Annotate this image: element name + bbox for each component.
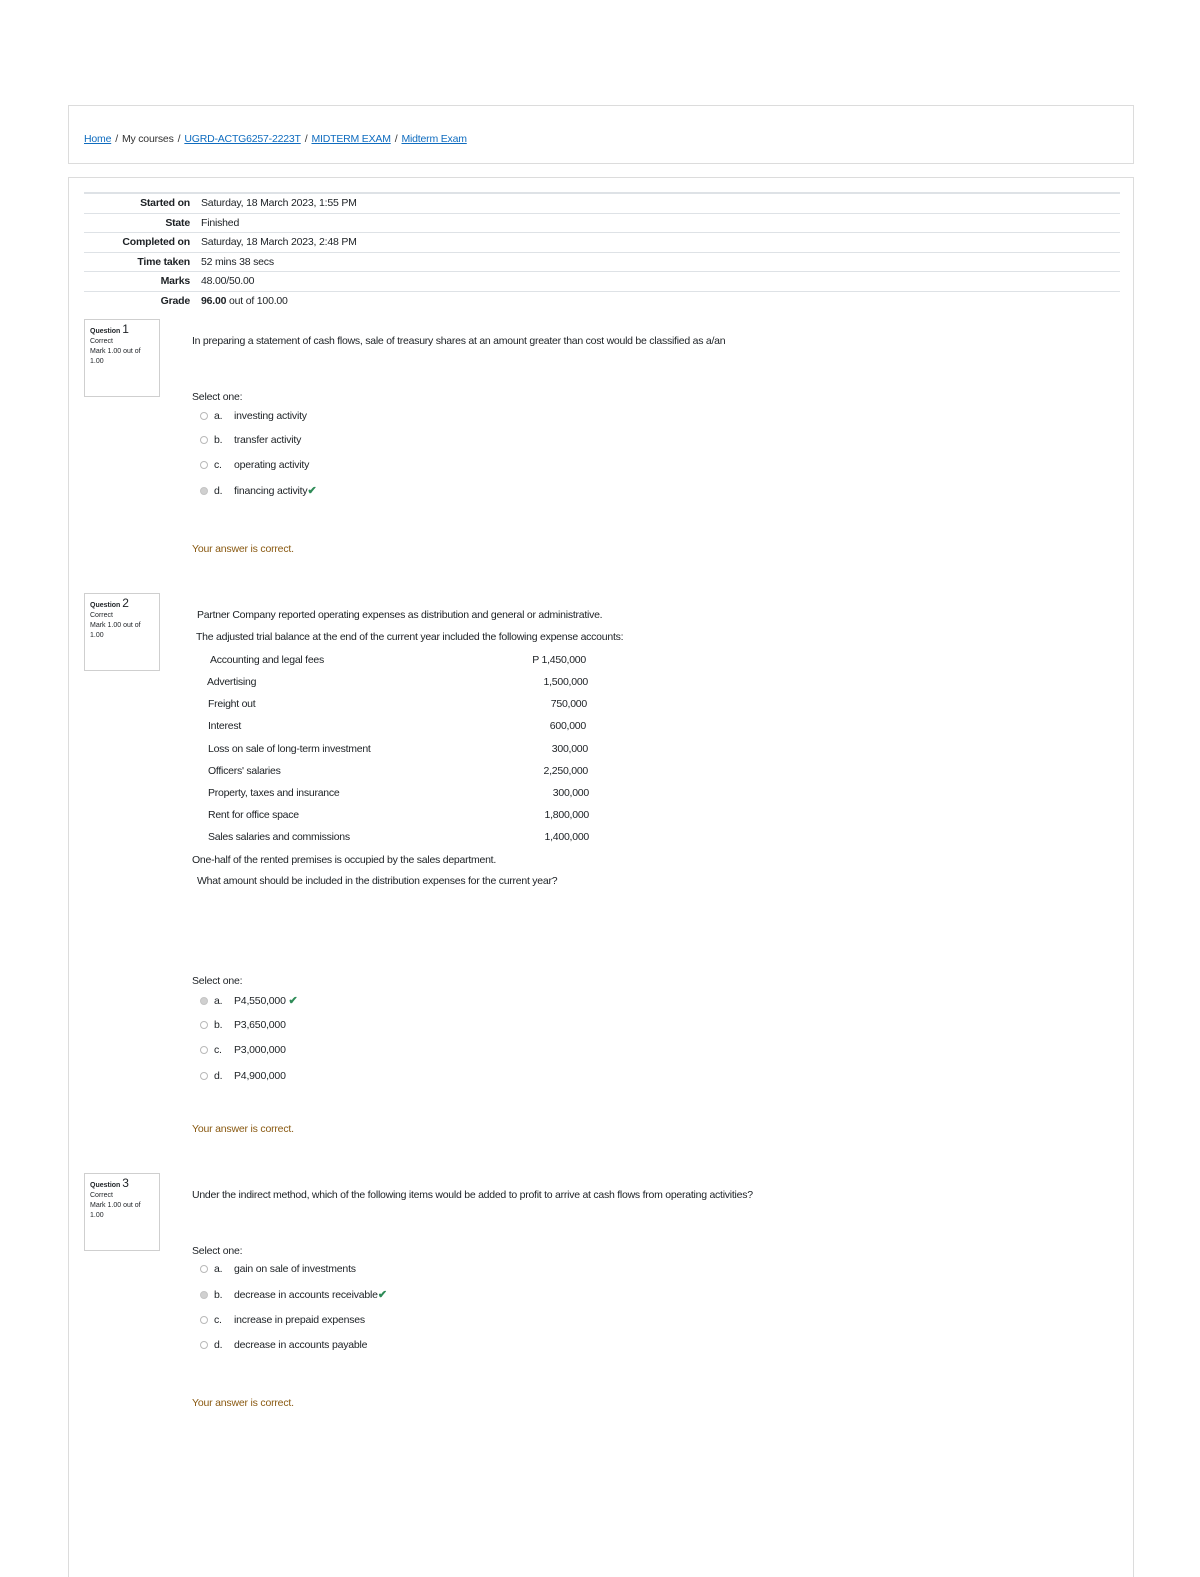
radio-button[interactable] bbox=[200, 412, 208, 420]
expense-name: Accounting and legal fees bbox=[210, 654, 325, 666]
radio-button[interactable] bbox=[200, 1265, 208, 1273]
question-word: Question bbox=[90, 1182, 121, 1189]
correct-check-icon: ✔ bbox=[377, 1289, 387, 1301]
expense-name: Interest bbox=[208, 720, 242, 732]
grade-total: out of 100.00 bbox=[226, 294, 288, 307]
answer-option[interactable] bbox=[200, 434, 301, 450]
summary-value: Saturday, 18 March 2023, 1:55 PM bbox=[201, 197, 357, 209]
question-note: One-half of the rented premises is occupied by the sales department. bbox=[192, 854, 497, 866]
question-number-value: 1 bbox=[122, 322, 129, 336]
expense-row bbox=[208, 743, 588, 759]
option-letter: d. bbox=[214, 485, 223, 497]
radio-button[interactable] bbox=[200, 1021, 208, 1029]
question-status: Correct bbox=[90, 338, 113, 345]
breadcrumb bbox=[84, 133, 467, 145]
breadcrumb-my-courses[interactable]: My courses bbox=[121, 133, 174, 145]
breadcrumb-section-link[interactable]: MIDTERM EXAM bbox=[311, 133, 391, 145]
answer-option-selected[interactable] bbox=[200, 1288, 387, 1304]
question-number bbox=[90, 324, 154, 337]
radio-button[interactable] bbox=[200, 1316, 208, 1324]
option-letter: b. bbox=[214, 1019, 223, 1031]
expense-name: Officers' salaries bbox=[208, 765, 281, 777]
answer-option[interactable] bbox=[200, 1339, 367, 1355]
question-status: Correct bbox=[90, 1192, 113, 1199]
select-one-label: Select one: bbox=[192, 975, 243, 987]
radio-button[interactable] bbox=[200, 436, 208, 444]
correct-check-icon: ✔ bbox=[288, 995, 298, 1007]
option-letter: a. bbox=[214, 410, 223, 422]
expense-row bbox=[207, 676, 588, 692]
expense-amount: 750,000 bbox=[550, 698, 587, 710]
option-letter: c. bbox=[214, 1044, 222, 1056]
option-letter: d. bbox=[214, 1070, 223, 1082]
option-text: P4,550,000 bbox=[234, 995, 286, 1007]
question-info-3 bbox=[84, 1173, 160, 1251]
question-text: Under the indirect method, which of the following items would be added to profit to arrive at cash flows from operating activities? bbox=[192, 1189, 753, 1201]
breadcrumb-quiz-link[interactable]: Midterm Exam bbox=[401, 133, 467, 145]
question-word: Question bbox=[90, 328, 121, 335]
answer-option[interactable] bbox=[200, 1263, 356, 1279]
grade-value: 96.00 bbox=[201, 294, 227, 307]
question-word: Question bbox=[90, 602, 121, 609]
answer-option[interactable] bbox=[200, 1044, 286, 1060]
select-one-label: Select one: bbox=[192, 391, 243, 403]
expense-name: Rent for office space bbox=[208, 809, 299, 821]
option-text: investing activity bbox=[234, 410, 307, 422]
expense-amount: 2,250,000 bbox=[543, 765, 588, 777]
radio-button[interactable] bbox=[200, 1072, 208, 1080]
expense-amount: P 1,450,000 bbox=[532, 654, 586, 666]
expense-amount: 1,800,000 bbox=[544, 809, 589, 821]
correct-check-icon: ✔ bbox=[307, 485, 317, 497]
option-text: increase in prepaid expenses bbox=[234, 1314, 365, 1326]
summary-value bbox=[201, 295, 288, 307]
summary-label: Completed on bbox=[122, 236, 190, 249]
breadcrumb-separator: / bbox=[177, 133, 181, 145]
question-status: Correct bbox=[90, 612, 113, 619]
summary-row-completed-on bbox=[84, 232, 1120, 252]
answer-feedback: Your answer is correct. bbox=[192, 1123, 294, 1135]
breadcrumb-separator: / bbox=[304, 133, 308, 145]
expense-amount: 1,400,000 bbox=[544, 831, 589, 843]
question-number bbox=[90, 1178, 154, 1191]
expense-row bbox=[208, 787, 589, 803]
summary-row-marks bbox=[84, 271, 1120, 291]
expense-name: Property, taxes and insurance bbox=[208, 787, 340, 799]
question-text: In preparing a statement of cash flows, sale of treasury shares at an amount greater than cost would be classified as a/an bbox=[192, 335, 726, 347]
question-text: What amount should be included in the distribution expenses for the current year? bbox=[197, 875, 558, 887]
breadcrumb-separator: / bbox=[115, 133, 118, 145]
select-one-label: Select one: bbox=[192, 1245, 243, 1257]
summary-value: Finished bbox=[201, 216, 240, 229]
summary-label: Time taken bbox=[137, 255, 190, 268]
answer-option[interactable] bbox=[200, 459, 309, 475]
quiz-review-region bbox=[68, 177, 1134, 1577]
option-text: decrease in accounts payable bbox=[234, 1339, 368, 1351]
radio-button-checked[interactable] bbox=[200, 997, 208, 1005]
answer-option[interactable] bbox=[200, 1019, 286, 1035]
expense-row bbox=[208, 698, 587, 714]
expense-amount: 1,500,000 bbox=[543, 676, 588, 688]
answer-feedback: Your answer is correct. bbox=[192, 1397, 294, 1409]
radio-button-checked[interactable] bbox=[200, 1291, 208, 1299]
summary-value: 52 mins 38 secs bbox=[201, 255, 274, 268]
summary-row-time-taken bbox=[84, 252, 1120, 272]
expense-row bbox=[210, 654, 586, 670]
question-info-1 bbox=[84, 319, 160, 397]
summary-value: 48.00/50.00 bbox=[201, 275, 255, 288]
option-letter: c. bbox=[214, 459, 222, 471]
question-intro: The adjusted trial balance at the end of the current year included the following expense accounts: bbox=[196, 631, 624, 643]
option-text: P3,650,000 bbox=[234, 1019, 286, 1031]
answer-feedback: Your answer is correct. bbox=[192, 543, 294, 555]
radio-button[interactable] bbox=[200, 1341, 208, 1349]
option-text: financing activity bbox=[234, 485, 308, 497]
option-text: operating activity bbox=[234, 459, 310, 471]
answer-option[interactable] bbox=[200, 1314, 365, 1330]
expense-name: Freight out bbox=[208, 698, 256, 710]
breadcrumb-container bbox=[68, 105, 1134, 164]
option-letter: a. bbox=[214, 1263, 223, 1275]
question-number-value: 3 bbox=[122, 1176, 129, 1190]
question-mark: Mark 1.00 out of 1.00 bbox=[90, 1202, 141, 1219]
summary-row-state bbox=[84, 213, 1120, 233]
breadcrumb-home-link[interactable]: Home bbox=[84, 133, 112, 145]
expense-row bbox=[208, 720, 586, 736]
expense-name: Sales salaries and commissions bbox=[208, 831, 350, 843]
option-text: P3,000,000 bbox=[234, 1044, 286, 1056]
summary-row-grade bbox=[84, 291, 1120, 311]
expense-amount: 600,000 bbox=[549, 720, 586, 732]
expense-amount: 300,000 bbox=[552, 787, 589, 799]
option-letter: b. bbox=[214, 434, 223, 446]
expense-name: Loss on sale of long-term investment bbox=[208, 743, 371, 755]
question-intro: Partner Company reported operating expenses as distribution and general or administrative. bbox=[197, 609, 603, 621]
summary-value: Saturday, 18 March 2023, 2:48 PM bbox=[201, 236, 357, 249]
answer-option[interactable] bbox=[200, 410, 307, 426]
expense-row bbox=[208, 831, 589, 847]
radio-button[interactable] bbox=[200, 1046, 208, 1054]
breadcrumb-course-link[interactable]: UGRD-ACTG6257-2223T bbox=[184, 133, 301, 145]
question-mark: Mark 1.00 out of 1.00 bbox=[90, 622, 141, 639]
radio-button[interactable] bbox=[200, 461, 208, 469]
option-text: decrease in accounts receivable bbox=[234, 1289, 378, 1301]
expense-row bbox=[208, 765, 588, 781]
option-letter: b. bbox=[214, 1289, 223, 1301]
attempt-summary-table bbox=[84, 192, 1120, 311]
radio-button-checked[interactable] bbox=[200, 487, 208, 495]
option-letter: c. bbox=[214, 1314, 222, 1326]
question-mark: Mark 1.00 out of 1.00 bbox=[90, 348, 141, 365]
answer-option[interactable] bbox=[200, 1070, 286, 1086]
summary-label: Marks bbox=[160, 275, 190, 288]
expense-row bbox=[208, 809, 589, 825]
summary-label: Started on bbox=[140, 197, 190, 209]
breadcrumb-separator: / bbox=[394, 133, 398, 145]
answer-option-selected[interactable] bbox=[200, 994, 297, 1010]
option-letter: a. bbox=[214, 995, 223, 1007]
expense-amount: 300,000 bbox=[551, 743, 588, 755]
expense-name: Advertising bbox=[207, 676, 257, 688]
option-text: transfer activity bbox=[234, 434, 302, 446]
question-number bbox=[90, 598, 154, 611]
option-text: P4,900,000 bbox=[234, 1070, 286, 1082]
question-number-value: 2 bbox=[122, 596, 129, 610]
summary-row-started-on bbox=[84, 192, 1120, 213]
summary-label: State bbox=[165, 216, 190, 229]
option-letter: d. bbox=[214, 1339, 223, 1351]
answer-option-selected[interactable] bbox=[200, 484, 316, 500]
summary-label: Grade bbox=[160, 294, 190, 307]
option-text: gain on sale of investments bbox=[234, 1263, 356, 1275]
question-info-2 bbox=[84, 593, 160, 671]
